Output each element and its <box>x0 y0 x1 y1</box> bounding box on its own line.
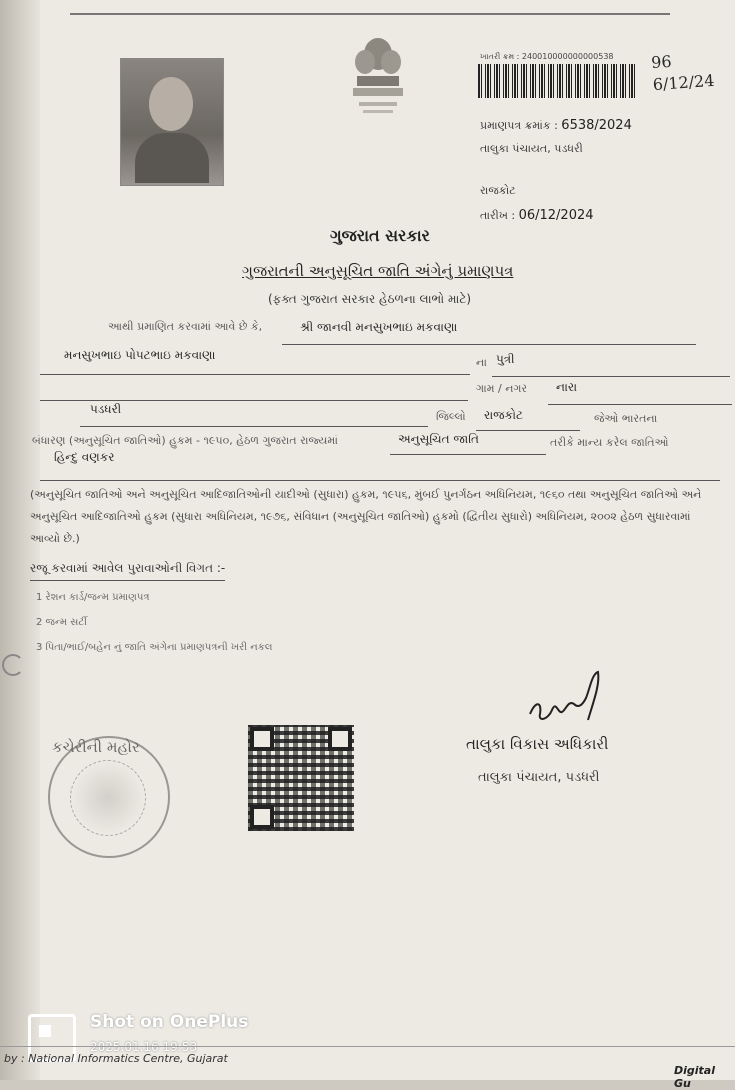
government-title: ગુજરાત સરકાર <box>330 226 430 245</box>
footer-credit: by : National Informatics Centre, Gujarat <box>4 1052 228 1065</box>
seal-emblem-icon <box>70 760 146 836</box>
taluka-underline <box>80 426 428 427</box>
documents-heading: રજૂ કરવામાં આવેલ પુરાવાઓની વિગત :- <box>30 561 225 581</box>
applicant-name: શ્રી જાનવી મનસુખભાઇ મકવાણા <box>300 320 458 334</box>
category-underline <box>390 454 546 455</box>
name-underline <box>282 344 696 345</box>
relation-value: પુત્રી <box>496 352 515 366</box>
district-label: જિલ્લો <box>436 410 466 423</box>
issuing-district: રાજકોટ <box>480 184 516 197</box>
camera-watermark-square <box>39 1025 51 1037</box>
barcode-label: ખાતરી ક્રમ : 240010000000000538 <box>480 52 614 61</box>
certificate-no: 6538/2024 <box>561 118 632 133</box>
officer-signature-icon <box>528 670 618 730</box>
handwritten-note-line1: 96 <box>650 51 673 73</box>
district-value: રાજકોટ <box>484 408 523 422</box>
certificate-subtitle: (ફક્ત ગુજરાત સરકાર હેઠળના લાભો માટે) <box>268 292 472 306</box>
officer-title: તાલુકા વિકાસ અધિકારી <box>466 735 609 753</box>
top-border-line <box>70 13 670 15</box>
relation-underline <box>492 376 730 377</box>
qr-code <box>248 725 354 831</box>
certificate-no-row <box>480 118 632 133</box>
row3-underline-left <box>40 400 468 401</box>
district-underline <box>476 430 580 431</box>
taluka-value: પડધરી <box>90 402 122 416</box>
handwritten-note-line2: 6/12/24 <box>652 70 716 95</box>
village-value: નારા <box>556 380 578 394</box>
legal-paragraph: (અનુસૂચિત જાતિઓ અને અનુસૂચિત આદિજાતિઓની યાદીઓ (સુધારા) હુકમ, ૧૯૫૬, મુંબઈ પુનર્ગઠન અધિનિયમ, ૧૯૬૦ તથા અનુસૂચિત જાતિઓ અને અનુસૂચિત આદિજાતિઓ હુકમ (સુધારા અધિનિયમ, ૧૯૭૬, સંવિધાન (અનુસૂચિત જાતિઓ) હુકમો (દ્વિતીય સુધારો) અધિનિયમ, ૨૦૦૨ હેઠળ સુધારવામાં આવ્યો છે.) <box>30 488 702 545</box>
barcode <box>478 64 638 98</box>
father-name: મનસુખભાઇ પોપટભાઇ મકવાણા <box>64 348 216 362</box>
certificate-title: ગુજરાતની અનુસૂચિત જાતિ અંગેનું પ્રમાણપત્ર <box>242 262 514 280</box>
applicant-photo <box>120 58 224 186</box>
village-label: ગામ / નગર <box>476 382 528 395</box>
document-item-2: 2 જન્મ સર્ટી <box>36 617 88 628</box>
qr-finder-top-right <box>328 727 352 751</box>
issue-date-label: તારીખ : <box>480 209 516 222</box>
issuing-office: તાલુકા પંચાયત, પડધરી <box>480 142 583 155</box>
watermark-brand: Shot on OnePlus <box>90 1012 249 1032</box>
category-suffix: તરીકે માન્ય કરેલ જાતિઓ <box>550 436 669 449</box>
issue-date-row <box>480 208 594 223</box>
footer-right-text: Digital Gu <box>674 1064 715 1090</box>
punch-hole <box>2 654 24 676</box>
father-underline <box>40 374 470 375</box>
caste-value: હિન્દુ વણકર <box>54 450 115 464</box>
seal-text: કચેરીની મહોર <box>52 738 140 756</box>
state-suffix: જેઓ ભારતના <box>594 412 658 425</box>
qr-finder-bottom-left <box>250 805 274 829</box>
watermark-timestamp: 2025.01.16 19:53 <box>90 1040 198 1054</box>
category-value: અનુસૂચિત જાતિ <box>398 432 479 446</box>
photo-face <box>149 77 193 131</box>
order-text: બંધારણ (અનુસૂચિત જાતિઓ) હુકમ - ૧૯૫૦, હેઠળ ગુજરાત રાજ્યમાં <box>32 434 338 447</box>
officer-office: તાલુકા પંચાયત, પડધરી <box>478 770 600 785</box>
caste-underline <box>40 480 720 481</box>
relation-label: ના <box>476 356 487 369</box>
document-item-1: 1 રેશન કાર્ડ/જન્મ પ્રમાણપત્ર <box>36 592 150 603</box>
national-emblem-icon <box>345 32 411 124</box>
photo-body <box>135 133 209 183</box>
issue-date: 06/12/2024 <box>518 208 594 223</box>
handwritten-note <box>651 48 716 96</box>
qr-finder-top-left <box>250 727 274 751</box>
intro-label: આથી પ્રમાણિત કરવામાં આવે છે કે, <box>108 320 263 333</box>
certificate-no-label: પ્રમાણપત્ર ક્રમાંક : <box>480 119 558 132</box>
document-item-3: 3 પિતા/ભાઈ/બહેન નું જાતિ અંગેના પ્રમાણપત્રની ખરી નકલ <box>36 642 273 653</box>
village-underline <box>548 404 732 405</box>
